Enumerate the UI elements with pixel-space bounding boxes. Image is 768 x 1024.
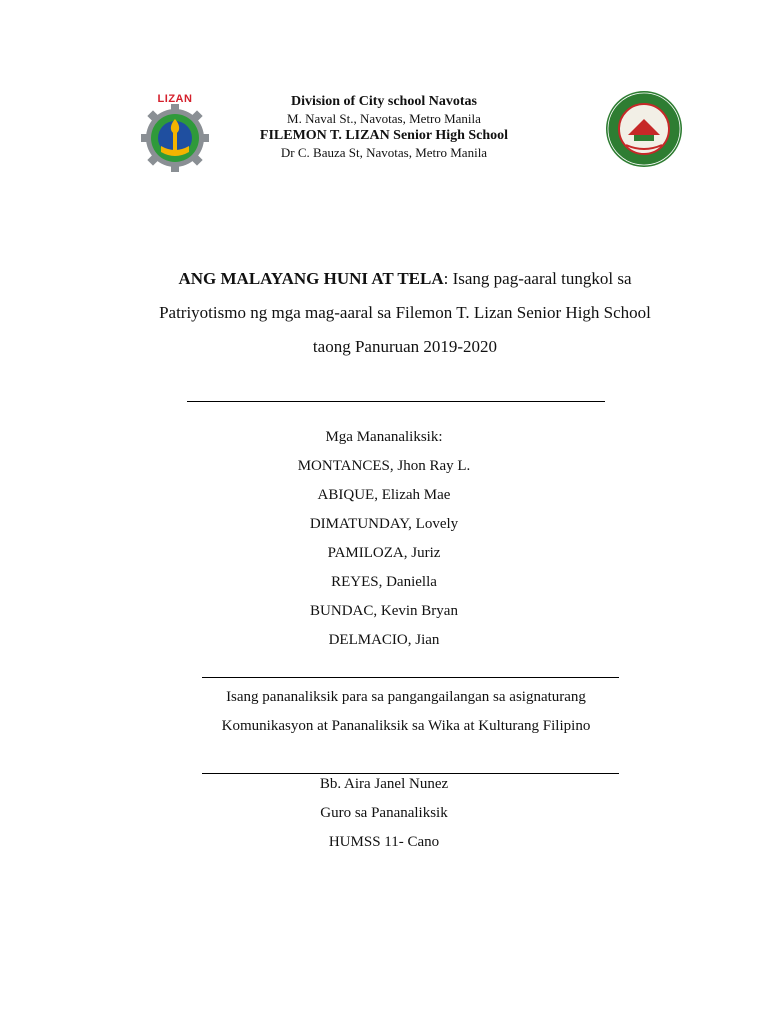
researcher-name: DELMACIO, Jian <box>328 632 440 648</box>
title-divider <box>187 401 605 402</box>
research-title-rest: : Isang pag-aaral tungkol sa Patriyotismo ng mga mag-aaral sa Filemon T. Lizan Senior High School taong Panuruan 2019-2020 <box>159 269 651 356</box>
adviser-name: Bb. Aira Janel Nunez <box>319 776 449 792</box>
school-address: Dr C. Bauza St, Navotas, Metro Manila <box>280 145 488 160</box>
lizan-logo-lettering: LIZAN <box>157 93 193 105</box>
researcher-name: DIMATUNDAY, Lovely <box>309 516 459 532</box>
adviser-role: Guro sa Pananaliksik <box>320 805 448 821</box>
adviser-block <box>0 770 768 857</box>
researchers-label: Mga Mananaliksik: <box>325 429 443 445</box>
researchers-list <box>0 423 768 655</box>
research-title-bold: ANG MALAYANG HUNI AT TELA <box>178 269 444 288</box>
researcher-name: ABIQUE, Elizah Mae <box>317 487 451 503</box>
research-title <box>140 262 670 364</box>
researcher-name: BUNDAC, Kevin Bryan <box>310 603 458 619</box>
city-schools-division-seal-icon <box>604 89 684 169</box>
division-name: Division of City school Navotas <box>291 94 477 109</box>
researcher-name: REYES, Daniella <box>331 574 437 590</box>
requirement-statement: Isang pananaliksik para sa pangangailangan sa asignaturang Komunikasyon at Pananaliksik sa Wika at Kulturang Filipino <box>221 689 591 734</box>
class-section: HUMSS 11- Cano <box>328 834 440 850</box>
researchers-divider <box>202 677 619 678</box>
researcher-name: PAMILOZA, Juriz <box>327 545 441 561</box>
researcher-name: MONTANCES, Jhon Ray L. <box>297 458 471 474</box>
school-name: FILEMON T. LIZAN Senior High School <box>259 128 509 143</box>
division-address: M. Naval St., Navotas, Metro Manila <box>287 111 481 126</box>
